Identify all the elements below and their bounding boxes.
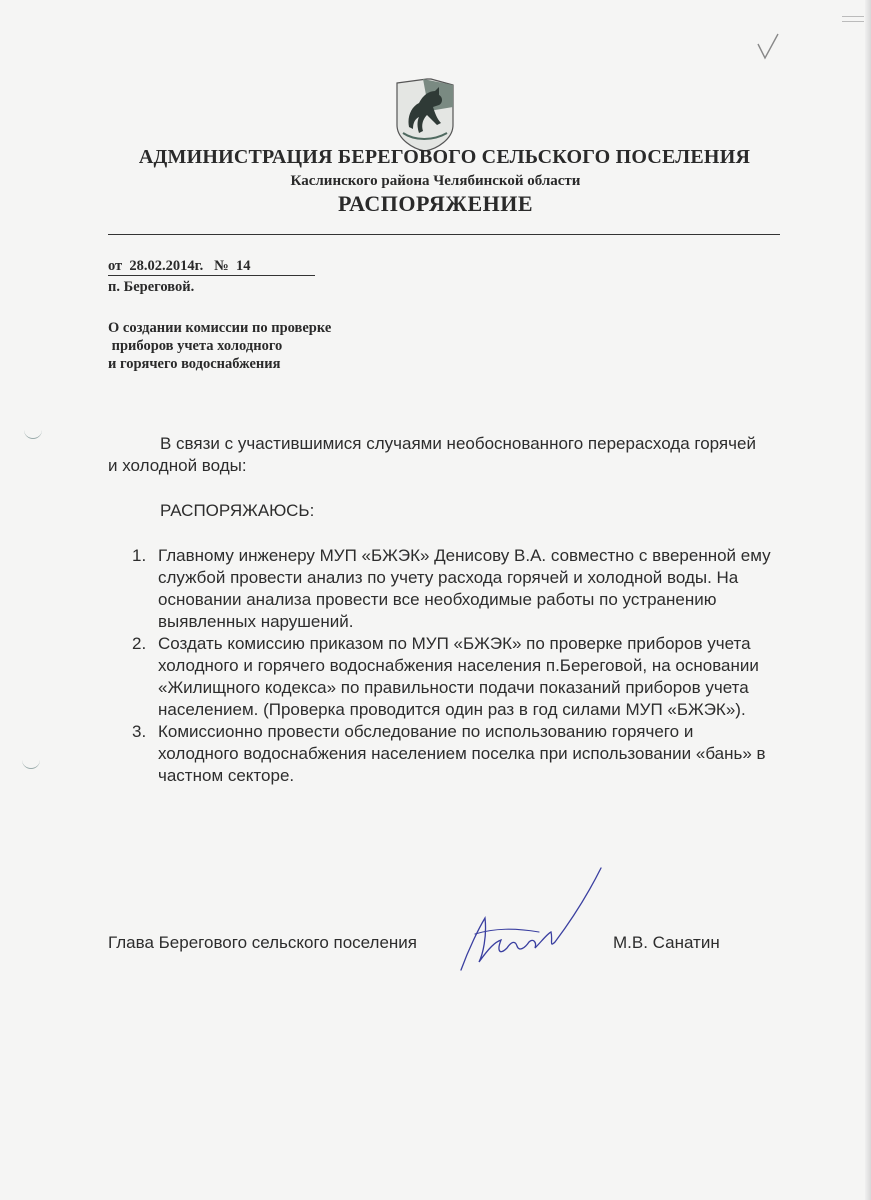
document-type: РАСПОРЯЖЕНИЕ — [337, 191, 534, 216]
check-mark-icon — [748, 30, 788, 70]
intro-paragraph: В связи с участившимися случаями необоснованного перерасхода горячей и холодной воды: — [108, 434, 756, 475]
item-text: Главному инженеру МУП «БЖЭК» Денисову В.А. совместно с вверенной ему службой провести анализ по учету расхода горячей и холодной воды. На основании анализа провести все необходимые работы по устранению выявленных нарушений. — [158, 546, 771, 631]
coat-of-arms-emblem — [393, 77, 457, 153]
signatory-role: Глава Берегового сельского поселения — [108, 933, 418, 952]
item-number: 3. — [132, 722, 147, 741]
item-text: Создать комиссию приказом по МУП «БЖЭК» по проверке приборов учета холодного и горячего водоснабжения населения п.Береговой, на основании «Жилищного кодекса» по правильности подачи показаний приборов учета населением. (Проверка проводится один раз в год силами МУП «БЖЭК»). — [158, 634, 759, 719]
order-list — [132, 545, 772, 787]
binder-hole-mark — [22, 758, 40, 769]
handwritten-signature — [455, 862, 615, 982]
item-number: 2. — [132, 634, 147, 653]
item-number: 1. — [132, 546, 147, 565]
list-item — [132, 721, 772, 787]
date-underline — [108, 275, 315, 276]
corner-mark — [842, 16, 864, 22]
document-subject: О создании комиссии по проверке приборов учета холодного и горячего водоснабжения — [108, 320, 332, 372]
list-item — [132, 545, 772, 633]
order-word: РАСПОРЯЖАЮСЬ: — [160, 501, 315, 520]
binder-hole-mark — [24, 428, 42, 439]
list-item — [132, 633, 772, 721]
item-text: Комиссионно провести обследование по использованию горячего и холодного водоснабжения населением поселка при использовании «бань» в частном секторе. — [158, 722, 766, 785]
signatory-name: М.В. Санатин — [613, 933, 720, 952]
date-and-number: от 28.02.2014г. № 14 — [108, 258, 251, 274]
region-name: Каслинского района Челябинской области — [290, 173, 581, 189]
organization-name: АДМИНИСТРАЦИЯ БЕРЕГОВОГО СЕЛЬСКОГО ПОСЕЛЕНИЯ — [138, 146, 751, 168]
place-name: п. Береговой. — [108, 279, 195, 295]
header-divider — [108, 234, 780, 235]
